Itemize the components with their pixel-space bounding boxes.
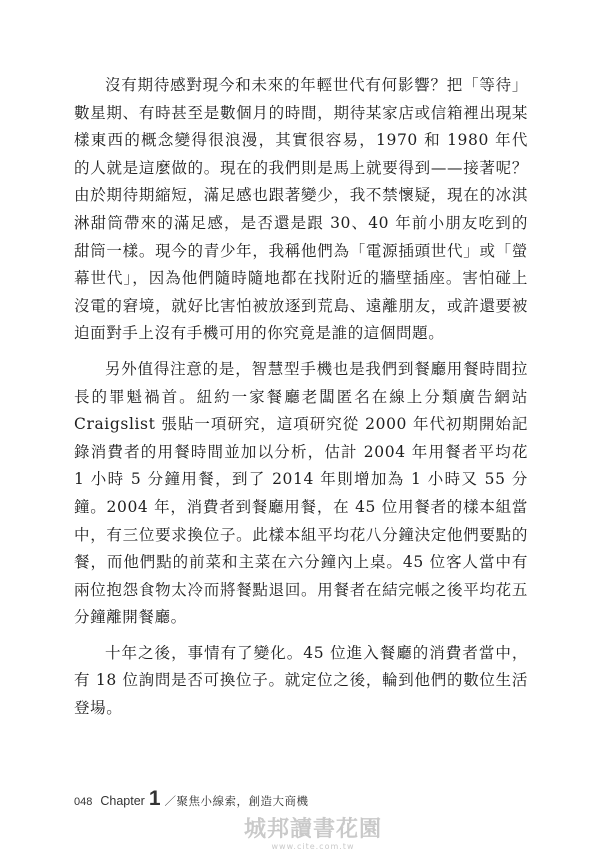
watermark-logo [228,818,398,852]
paragraph-1: 沒有期待感對現今和未來的年輕世代有何影響？把「等待」數星期、有時甚至是數個月的時間，期待某家店或信箱裡出現某樣東西的概念變得很浪漫，其實很容易，1970 和 1980 年代的人就是這麼做的。現在的我們則是馬上就要得到——接著呢？由於期待期縮短，滿足感也跟著變少，我不禁懷疑，現在的冰淇淋甜筒帶來的滿足感，是否還是跟 30、40 年前小朋友吃到的甜筒一樣。現今的青少年，我稱他們為「電源插頭世代」或「螢幕世代」，因為他們隨時隨地都在找附近的牆壁插座。害怕碰上沒電的窘境，就好比害怕被放逐到荒島、遠離朋友，或許還要被迫面對手上沒有手機可用的你究竟是誰的這個問題。 [74,76,528,343]
page-footer [74,788,309,809]
paragraph-2: 另外值得注意的是，智慧型手機也是我們到餐廳用餐時間拉長的罪魁禍首。紐約一家餐廳老闆匿名在線上分類廣告網站 Craigslist 張貼一項研究，這項研究從 2000 年代初期開始記錄消費者的用餐時間並加以分析，估計 2004 年用餐者平均花 1 小時 5 分鐘用餐，到了 2014 年則增加為 1 小時又 55 分鐘。2004 年，消費者到餐廳用餐，在 45 位用餐者的樣本組當中，有三位要求換位子。此樣本組平均花八分鐘決定他們要點的餐，而他們點的前菜和主菜在六分鐘內上桌。45 位客人當中有兩位抱怨食物太冷而將餐點退回。用餐者在結完帳之後平均花五分鐘離開餐廳。 [74,359,528,627]
body-text [74,72,528,731]
page-number: 048 [74,796,93,808]
chapter-label: Chapter [100,794,145,808]
chapter-title: ／聚焦小線索，創造大商機 [164,796,309,808]
paragraph-3: 十年之後，事情有了變化。45 位進入餐廳的消費者當中，有 18 位詢問是否可換位子。就定位之後，輪到他們的數位生活登場。 [74,643,528,718]
chapter-number: 1 [148,787,161,810]
watermark-url: www.cite.com.tw [271,842,355,851]
watermark-title: 城邦讀書花園 [243,817,382,842]
